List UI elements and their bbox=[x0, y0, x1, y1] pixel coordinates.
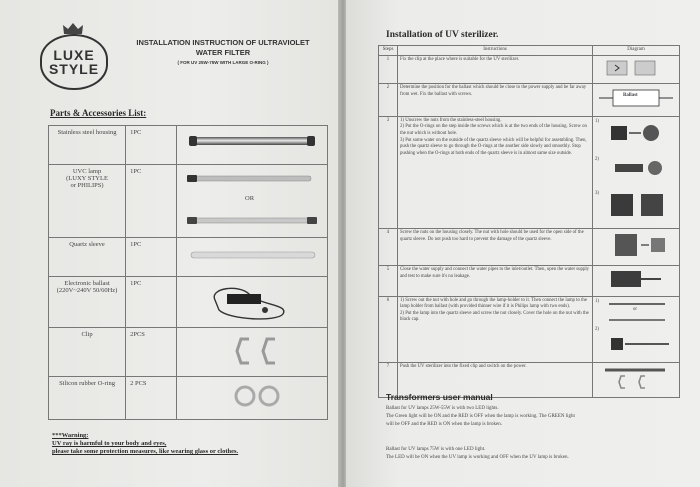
table-row bbox=[379, 265, 680, 296]
step-diagram bbox=[593, 296, 680, 363]
part-qty: 1PC bbox=[126, 277, 177, 328]
quartz-sleeve-image bbox=[179, 241, 325, 271]
parts-table bbox=[48, 125, 328, 420]
col-instructions: Instructions bbox=[398, 46, 593, 56]
step-text: Push the UV sterilizer into the fixed clip and switch on the power. bbox=[398, 363, 593, 398]
nut-diagram bbox=[595, 230, 675, 260]
transformers-para1 bbox=[386, 405, 686, 429]
step-diagram bbox=[593, 265, 680, 296]
part-name: Clip bbox=[49, 328, 126, 377]
col-steps: Steps bbox=[379, 46, 398, 56]
clip-diagram bbox=[595, 57, 675, 79]
warning bbox=[52, 432, 238, 456]
part-name: Quartz sleeve bbox=[49, 238, 126, 277]
ballast-image bbox=[179, 280, 325, 322]
table-row bbox=[379, 229, 680, 266]
housing-assembly-diagram bbox=[595, 118, 675, 224]
part-name: Electronic ballast (220V~240V 50/60Hz) bbox=[49, 277, 126, 328]
or-label: OR bbox=[245, 195, 255, 202]
part-image-cell bbox=[177, 328, 328, 377]
part-image-cell bbox=[177, 277, 328, 328]
table-row bbox=[49, 238, 328, 277]
step-number: 3 bbox=[379, 116, 398, 229]
table-row bbox=[49, 126, 328, 165]
final-mount-diagram bbox=[595, 364, 675, 392]
table-row bbox=[379, 55, 680, 84]
warning-line2: please take some protection measures, like wearing glass or clothes. bbox=[52, 448, 239, 455]
step-text: Determine the position for the ballast which should be close to the power supply and be far away from wet. Fix the ballast with screws. bbox=[398, 84, 593, 117]
part-qty: 2PCS bbox=[126, 328, 177, 377]
step-mark: 3) bbox=[595, 190, 599, 196]
step-text: Screw the nuts on the housing closely. The nut with hole should be used for the open side of the quartz sleeve. Do not push too hard to prevent the damage of the quartz sleeve. bbox=[398, 229, 593, 266]
part-qty: 1PC bbox=[126, 126, 177, 165]
step-number: 7 bbox=[379, 363, 398, 398]
part-qty: 1PC bbox=[126, 238, 177, 277]
part-qty: 2 PCS bbox=[126, 377, 177, 420]
page-heading bbox=[118, 38, 328, 68]
step-diagram bbox=[593, 84, 680, 117]
table-row bbox=[49, 377, 328, 420]
install-title: Installation of UV sterilizer. bbox=[386, 30, 499, 40]
table-row bbox=[49, 328, 328, 377]
para1-line2: The Green light will be ON and the RED is OFF when the lamp is working. The GREEN light bbox=[386, 414, 575, 419]
step-diagram bbox=[593, 229, 680, 266]
transformers-para2 bbox=[386, 446, 686, 462]
step-number: 5 bbox=[379, 265, 398, 296]
col-diagram: Diagram bbox=[593, 46, 680, 56]
heading-sub: ( FOR UV 25W-75W WITH LARGE O-RING ) bbox=[177, 60, 269, 65]
para1-line1: Ballast for UV lamps 25W-55W is with two LED lights. bbox=[386, 406, 499, 411]
brand-line2: STYLE bbox=[48, 61, 100, 77]
brand-line1: LUXE bbox=[53, 47, 95, 63]
part-image-cell bbox=[177, 238, 328, 277]
install-table bbox=[378, 45, 680, 398]
housing-image bbox=[179, 129, 325, 159]
step-text: Close the water supply and connect the water pipes to the inlet/outlet. Then, open the water supply and test to make sure it's no leakage. bbox=[398, 265, 593, 296]
step-number: 4 bbox=[379, 229, 398, 266]
ballast-label: Ballast bbox=[623, 93, 638, 99]
table-row bbox=[379, 296, 680, 363]
part-image-cell bbox=[177, 165, 328, 238]
para2-line2: The LED will be ON when the UV lamp is working and OFF when the UV lamp is broken. bbox=[386, 455, 569, 460]
step-number: 2 bbox=[379, 84, 398, 117]
brand-logo bbox=[40, 34, 108, 90]
table-row bbox=[49, 277, 328, 328]
table-row bbox=[379, 116, 680, 229]
part-qty: 1PC bbox=[126, 165, 177, 238]
part-image-cell bbox=[177, 126, 328, 165]
step-number: 1 bbox=[379, 55, 398, 84]
left-page bbox=[0, 0, 340, 487]
para1-line3: will be OFF and the RED is ON when the lamp is broken. bbox=[386, 422, 502, 427]
part-image-cell bbox=[177, 377, 328, 420]
table-row bbox=[379, 84, 680, 117]
step-text: Fix the clip at the place where is suitable for the UV sterilizer. bbox=[398, 55, 593, 84]
step-diagram bbox=[593, 55, 680, 84]
clip-image bbox=[179, 331, 325, 371]
part-name: UVC lamp (LUXY STYLE or PHILIPS) bbox=[49, 165, 126, 238]
table-header-row bbox=[379, 46, 680, 56]
heading-line1: INSTALLATION INSTRUCTION OF ULTRAVIOLET bbox=[136, 38, 310, 47]
or-label: or bbox=[633, 306, 637, 312]
part-name: Silicon rubber O-ring bbox=[49, 377, 126, 420]
oring-image bbox=[179, 380, 325, 414]
step-mark: 1) bbox=[595, 298, 599, 304]
step-text: 1) Screw out the nut with hole and go through the lamp-holder to it. Then connect the lamp to the lamp holder from ballast (with provided thinner wire if it is Philips lamp with two ends). 2) Put the lamp into the quartz sleeve and screw the nut closely. Cover the hole on the nut with the black cap. bbox=[398, 296, 593, 363]
warning-title: ***Warning: bbox=[52, 432, 89, 439]
part-name: Stainless steel housing bbox=[49, 126, 126, 165]
step-text: 1) Unscrew the nuts from the stainless-steel housing. 2) Put the O-rings on the step inside the screws which is at the two ends of the housing. Screw on the nut which is without hole. 3) Put some water on the outside of the quartz sleeve which will be helpful for assembling. Then, push the quartz sleeve to go through the O-rings at the another side slowly and smoothly. Stop pushing when the O-rings at both ends of the quartz sleeve is in almost same size outside. bbox=[398, 116, 593, 229]
step-diagram bbox=[593, 363, 680, 398]
step-mark: 2) bbox=[595, 326, 599, 332]
para2-line1: Ballast for UV lamps 75W is with one LED light. bbox=[386, 447, 486, 452]
step-mark: 2) bbox=[595, 156, 599, 162]
step-mark: 1) bbox=[595, 118, 599, 124]
table-row bbox=[49, 165, 328, 238]
step-number: 6 bbox=[379, 296, 398, 363]
transformers-title: Transformers user manual bbox=[386, 392, 493, 402]
heading-line2: WATER FILTER bbox=[195, 48, 251, 57]
parts-title: Parts & Accessories List: bbox=[50, 108, 147, 118]
pipe-diagram bbox=[595, 267, 675, 291]
warning-line1: UV ray is harmful to your body and eyes, bbox=[52, 440, 167, 447]
step-diagram bbox=[593, 116, 680, 229]
